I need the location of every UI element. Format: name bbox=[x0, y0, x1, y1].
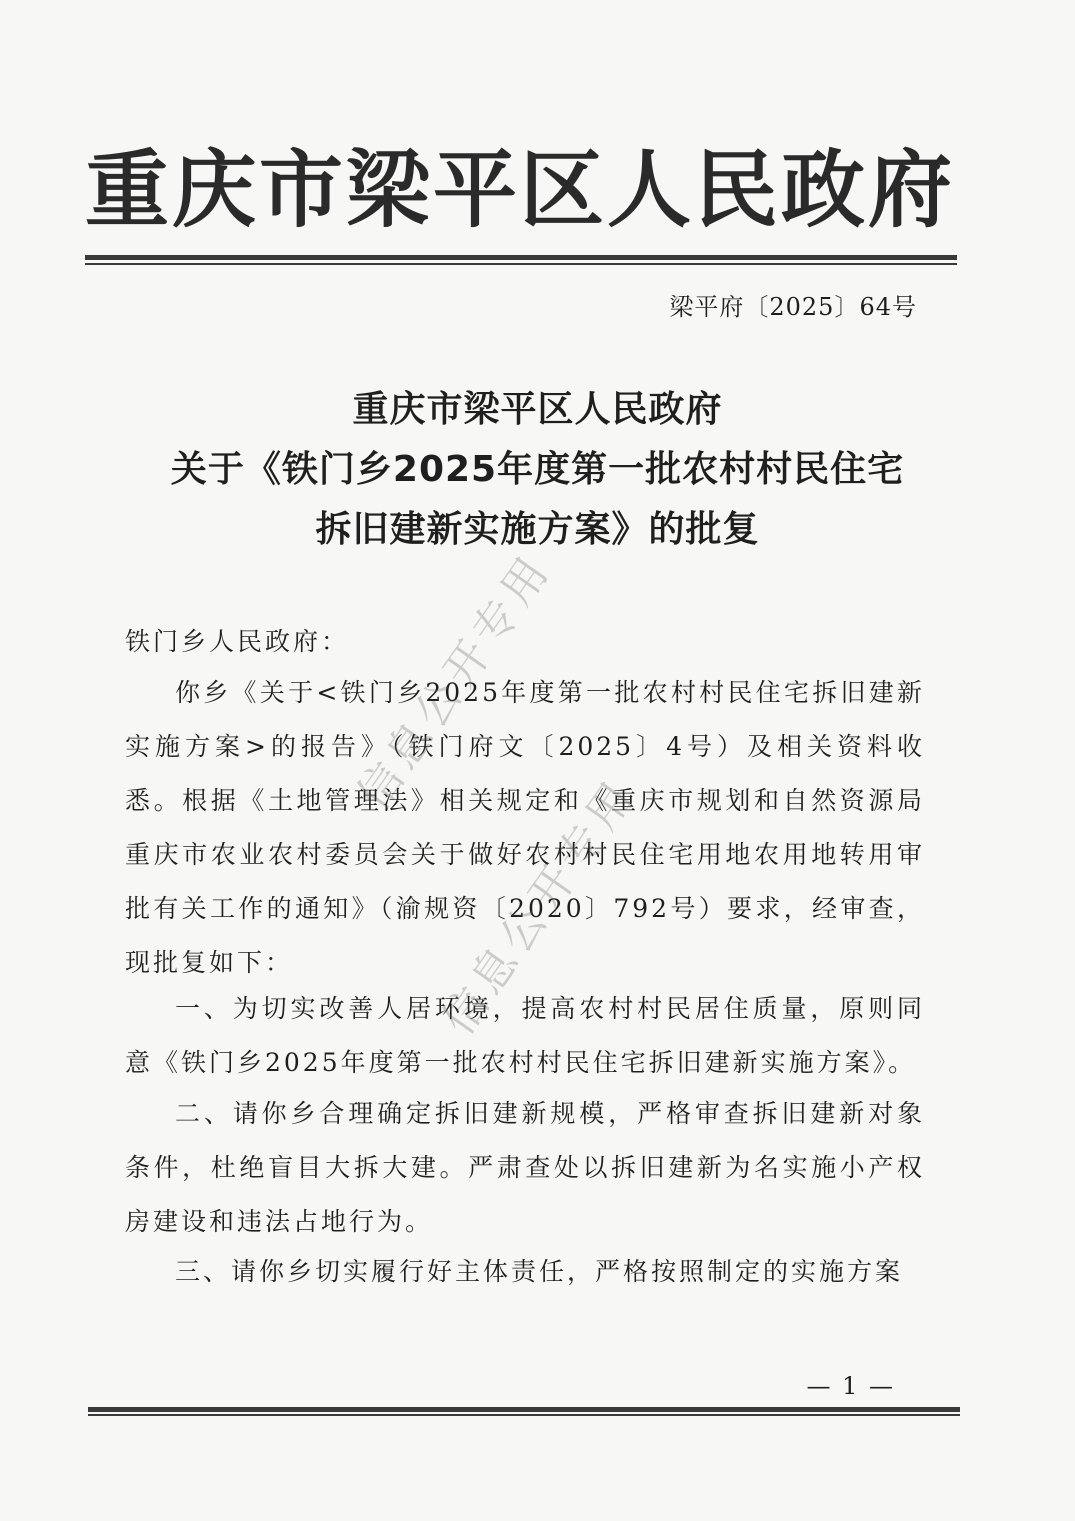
watermark-stamp: 信息公开专用 bbox=[432, 769, 647, 1045]
watermark-stamp: 信息公开专用 bbox=[347, 544, 562, 820]
footer-rule-thick bbox=[88, 1407, 960, 1412]
body-paragraph-intro: 你乡《关于<铁门乡2025年度第一批农村村民住宅拆旧建新实施方案>的报告》（铁门府文〔2025〕4号）及相关资料收悉。根据《土地管理法》相关规定和《重庆市规划和自然资源局 重庆市农业农村委员会关于做好农村村民住宅用地农用地转用审批有关工作的通知》（渝规资〔2020〕792号）要求，经审查，现批复如下： bbox=[125, 678, 925, 977]
document-number: 梁平府〔2025〕64号 bbox=[669, 293, 917, 321]
page-number: — 1 — bbox=[806, 1372, 895, 1400]
letterhead-rule-thick bbox=[85, 255, 957, 260]
body-paragraph-item-3: 三、请你乡切实履行好主体责任，严格按照制定的实施方案 bbox=[175, 1257, 904, 1286]
body-paragraph-item-2: 二、请你乡合理确定拆旧建新规模，严格审查拆旧建新对象条件，杜绝盲目大拆大建。严肃查处以拆旧建新为名实施小产权房建设和违法占地行为。 bbox=[125, 1099, 925, 1236]
title-line-3: 拆旧建新实施方案》的批复 bbox=[315, 509, 760, 550]
title-line-1: 重庆市梁平区人民政府 bbox=[352, 389, 723, 430]
letterhead-org-name: 重庆市梁平区人民政府 bbox=[85, 141, 956, 239]
addressee: 铁门乡人民政府： bbox=[125, 627, 350, 656]
letterhead-rule-thin bbox=[85, 263, 957, 265]
body-paragraph-item-1: 一、为切实改善人居环境，提高农村村民居住质量，原则同意《铁门乡2025年度第一批农村村民住宅拆旧建新实施方案》。 bbox=[125, 994, 925, 1077]
document-title bbox=[60, 380, 1015, 560]
title-line-2: 关于《铁门乡2025年度第一批农村村民住宅 bbox=[170, 449, 905, 490]
footer-rule-thin bbox=[88, 1414, 960, 1416]
